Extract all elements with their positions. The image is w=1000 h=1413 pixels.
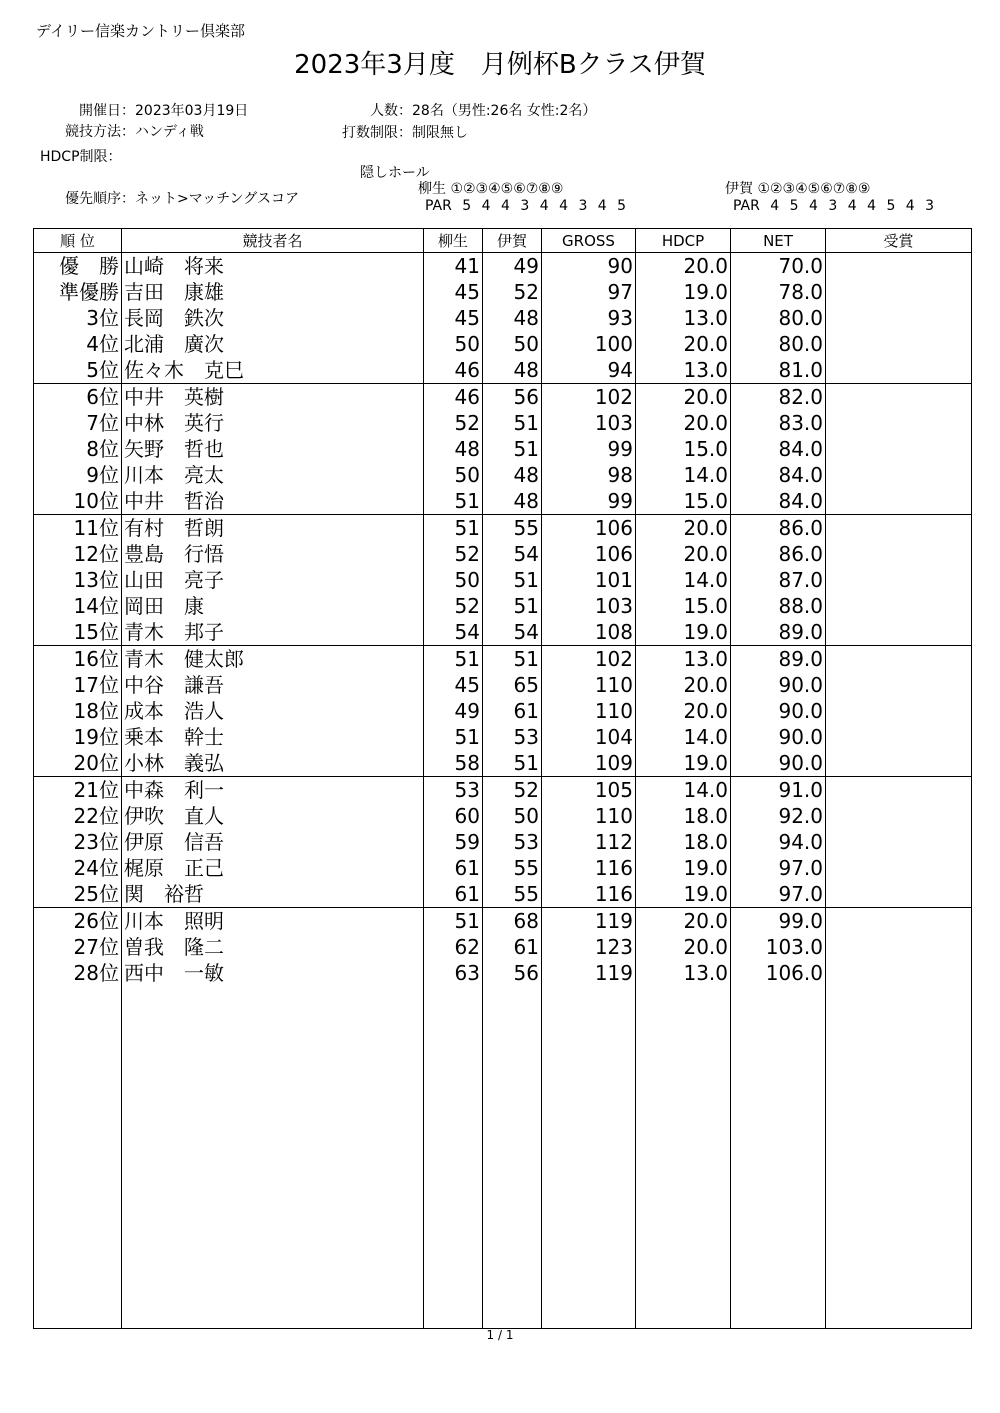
award-cell xyxy=(826,305,972,331)
hdcp-value: 13.0 xyxy=(636,357,731,384)
rank-cell: 7位 xyxy=(34,410,122,436)
empty-cell xyxy=(636,986,731,1329)
hdcp-value: 15.0 xyxy=(636,488,731,515)
hdcp-value: 20.0 xyxy=(636,410,731,436)
table-row xyxy=(34,829,972,855)
rank-cell: 準優勝 xyxy=(34,279,122,305)
table-row xyxy=(34,619,972,646)
course2-score: 56 xyxy=(483,960,542,986)
net-score: 97.0 xyxy=(731,881,826,908)
hdcp-value: 14.0 xyxy=(636,462,731,488)
course1-score: 51 xyxy=(424,724,483,750)
hdcp-value: 18.0 xyxy=(636,803,731,829)
table-row xyxy=(34,305,972,331)
gross-score: 116 xyxy=(542,855,636,881)
course2-score: 55 xyxy=(483,881,542,908)
rank-cell: 27位 xyxy=(34,934,122,960)
header-gross: GROSS xyxy=(542,229,636,253)
name-cell: 有村 哲朗 xyxy=(122,515,424,542)
net-score: 94.0 xyxy=(731,829,826,855)
empty-cell xyxy=(483,986,542,1329)
award-cell xyxy=(826,541,972,567)
course1-score: 45 xyxy=(424,672,483,698)
rank-cell: 8位 xyxy=(34,436,122,462)
gross-score: 108 xyxy=(542,619,636,646)
date-value: 2023年03月19日 xyxy=(135,103,249,119)
net-score: 91.0 xyxy=(731,777,826,804)
gross-score: 110 xyxy=(542,672,636,698)
hdcp-value: 20.0 xyxy=(636,331,731,357)
gross-score: 103 xyxy=(542,593,636,619)
empty-cell xyxy=(731,986,826,1329)
course1-score: 61 xyxy=(424,881,483,908)
header-row xyxy=(34,229,972,253)
name-cell: 山崎 将来 xyxy=(122,253,424,280)
hdcp-value: 20.0 xyxy=(636,908,731,935)
rank-cell: 24位 xyxy=(34,855,122,881)
course2-score: 49 xyxy=(483,253,542,280)
course2-score: 56 xyxy=(483,384,542,411)
net-score: 80.0 xyxy=(731,305,826,331)
award-cell xyxy=(826,881,972,908)
award-cell xyxy=(826,357,972,384)
hdcp-value: 19.0 xyxy=(636,750,731,777)
net-score: 86.0 xyxy=(731,515,826,542)
rank-cell: 14位 xyxy=(34,593,122,619)
award-cell xyxy=(826,279,972,305)
name-cell: 岡田 康 xyxy=(122,593,424,619)
rank-cell: 13位 xyxy=(34,567,122,593)
net-score: 89.0 xyxy=(731,646,826,673)
award-cell xyxy=(826,462,972,488)
priority-value: ネット>マッチングスコア xyxy=(135,191,300,207)
course2-score: 50 xyxy=(483,331,542,357)
rank-cell: 優 勝 xyxy=(34,253,122,280)
course1-score: 51 xyxy=(424,908,483,935)
course1-score: 62 xyxy=(424,934,483,960)
page-number: 1 / 1 xyxy=(486,1328,514,1342)
net-score: 90.0 xyxy=(731,672,826,698)
course2-par: PAR 4 5 4 3 4 4 5 4 3 xyxy=(733,198,935,214)
gross-score: 106 xyxy=(542,541,636,567)
table-row xyxy=(34,253,972,280)
course2-score: 48 xyxy=(483,488,542,515)
net-score: 103.0 xyxy=(731,934,826,960)
gross-score: 97 xyxy=(542,279,636,305)
name-cell: 中井 哲治 xyxy=(122,488,424,515)
rank-cell: 18位 xyxy=(34,698,122,724)
rank-cell: 5位 xyxy=(34,357,122,384)
course1-score: 50 xyxy=(424,462,483,488)
award-cell xyxy=(826,698,972,724)
name-cell: 乗本 幹士 xyxy=(122,724,424,750)
name-cell: 吉田 康雄 xyxy=(122,279,424,305)
table-row xyxy=(34,724,972,750)
table-row xyxy=(34,541,972,567)
course1-score: 48 xyxy=(424,436,483,462)
hdcp-value: 14.0 xyxy=(636,724,731,750)
course2-score: 54 xyxy=(483,541,542,567)
gross-score: 102 xyxy=(542,646,636,673)
people-label: 人数： xyxy=(370,103,412,119)
course1-score: 59 xyxy=(424,829,483,855)
course2-score: 48 xyxy=(483,305,542,331)
club-name: デイリー信楽カントリー倶楽部 xyxy=(36,22,245,40)
hdcp-value: 20.0 xyxy=(636,672,731,698)
gross-score: 102 xyxy=(542,384,636,411)
net-score: 82.0 xyxy=(731,384,826,411)
header-name: 競技者名 xyxy=(122,229,424,253)
rank-cell: 10位 xyxy=(34,488,122,515)
course1-score: 50 xyxy=(424,567,483,593)
course2-score: 48 xyxy=(483,462,542,488)
course2-score: 50 xyxy=(483,803,542,829)
course2-score: 51 xyxy=(483,436,542,462)
net-score: 90.0 xyxy=(731,750,826,777)
hdcp-value: 13.0 xyxy=(636,646,731,673)
gross-score: 123 xyxy=(542,934,636,960)
people-row xyxy=(330,100,596,120)
course1-score: 54 xyxy=(424,619,483,646)
empty-cell xyxy=(34,986,122,1329)
award-cell xyxy=(826,750,972,777)
header-hdcp: HDCP xyxy=(636,229,731,253)
table-row xyxy=(34,960,972,986)
priority-label: 優先順序： xyxy=(65,191,135,207)
award-cell xyxy=(826,410,972,436)
header-net: NET xyxy=(731,229,826,253)
rank-cell: 6位 xyxy=(34,384,122,411)
rank-cell: 17位 xyxy=(34,672,122,698)
award-cell xyxy=(826,567,972,593)
course1-score: 51 xyxy=(424,646,483,673)
priority-row xyxy=(40,188,299,208)
table-row xyxy=(34,515,972,542)
course1-par: PAR 5 4 4 3 4 4 3 4 5 xyxy=(425,198,627,214)
course2-score: 51 xyxy=(483,750,542,777)
hdcp-value: 19.0 xyxy=(636,279,731,305)
award-cell xyxy=(826,777,972,804)
course2-score: 65 xyxy=(483,672,542,698)
course2-score: 61 xyxy=(483,934,542,960)
hdcp-value: 15.0 xyxy=(636,593,731,619)
hdcp-value: 20.0 xyxy=(636,253,731,280)
rank-cell: 11位 xyxy=(34,515,122,542)
gross-score: 99 xyxy=(542,436,636,462)
net-score: 90.0 xyxy=(731,698,826,724)
name-cell: 北浦 廣次 xyxy=(122,331,424,357)
empty-cell xyxy=(122,986,424,1329)
gross-score: 105 xyxy=(542,777,636,804)
hdcp-value: 13.0 xyxy=(636,305,731,331)
gross-score: 116 xyxy=(542,881,636,908)
empty-cell xyxy=(424,986,483,1329)
net-score: 70.0 xyxy=(731,253,826,280)
gross-score: 110 xyxy=(542,698,636,724)
course2-holes: 伊賀 ①②③④⑤⑥⑦⑧⑨ xyxy=(725,181,871,197)
rank-cell: 15位 xyxy=(34,619,122,646)
course2-score: 53 xyxy=(483,724,542,750)
table-row xyxy=(34,279,972,305)
name-cell: 西中 一敏 xyxy=(122,960,424,986)
table-row xyxy=(34,881,972,908)
name-cell: 青木 健太郎 xyxy=(122,646,424,673)
table-row xyxy=(34,698,972,724)
net-score: 86.0 xyxy=(731,541,826,567)
net-score: 92.0 xyxy=(731,803,826,829)
hdcp-value: 20.0 xyxy=(636,384,731,411)
rank-cell: 3位 xyxy=(34,305,122,331)
limit-row xyxy=(318,122,468,142)
gross-score: 94 xyxy=(542,357,636,384)
gross-score: 98 xyxy=(542,462,636,488)
hdcp-value: 15.0 xyxy=(636,436,731,462)
net-score: 84.0 xyxy=(731,436,826,462)
net-score: 89.0 xyxy=(731,619,826,646)
course2-score: 51 xyxy=(483,410,542,436)
empty-cell xyxy=(542,986,636,1329)
name-cell: 山田 亮子 xyxy=(122,567,424,593)
people-value: 28名（男性:26名 女性:2名） xyxy=(412,103,597,119)
rank-cell: 20位 xyxy=(34,750,122,777)
course1-score: 52 xyxy=(424,410,483,436)
course1-score: 63 xyxy=(424,960,483,986)
award-cell xyxy=(826,331,972,357)
course2-score: 55 xyxy=(483,855,542,881)
table-row xyxy=(34,384,972,411)
hdcp-value: 20.0 xyxy=(636,541,731,567)
hdcp-value: 20.0 xyxy=(636,934,731,960)
header-award: 受賞 xyxy=(826,229,972,253)
hdcp-value: 18.0 xyxy=(636,829,731,855)
rank-cell: 28位 xyxy=(34,960,122,986)
award-cell xyxy=(826,960,972,986)
table-row xyxy=(34,357,972,384)
name-cell: 梶原 正己 xyxy=(122,855,424,881)
table-row xyxy=(34,488,972,515)
net-score: 90.0 xyxy=(731,724,826,750)
course2-score: 51 xyxy=(483,646,542,673)
course1-score: 46 xyxy=(424,384,483,411)
award-cell xyxy=(826,253,972,280)
gross-score: 104 xyxy=(542,724,636,750)
name-cell: 中林 英行 xyxy=(122,410,424,436)
net-score: 81.0 xyxy=(731,357,826,384)
gross-score: 106 xyxy=(542,515,636,542)
table-row xyxy=(34,593,972,619)
hdcp-value: 14.0 xyxy=(636,567,731,593)
gross-score: 119 xyxy=(542,908,636,935)
name-cell: 豊島 行悟 xyxy=(122,541,424,567)
net-score: 84.0 xyxy=(731,488,826,515)
net-score: 99.0 xyxy=(731,908,826,935)
table-row xyxy=(34,462,972,488)
award-cell xyxy=(826,908,972,935)
name-cell: 中谷 謙吾 xyxy=(122,672,424,698)
limit-label: 打数制限： xyxy=(342,125,412,141)
gross-score: 101 xyxy=(542,567,636,593)
table-row xyxy=(34,331,972,357)
course1-score: 45 xyxy=(424,305,483,331)
name-cell: 矢野 哲也 xyxy=(122,436,424,462)
net-score: 106.0 xyxy=(731,960,826,986)
course1-score: 50 xyxy=(424,331,483,357)
net-score: 97.0 xyxy=(731,855,826,881)
course1-holes: 柳生 ①②③④⑤⑥⑦⑧⑨ xyxy=(418,181,564,197)
gross-score: 119 xyxy=(542,960,636,986)
net-score: 84.0 xyxy=(731,462,826,488)
course1-score: 58 xyxy=(424,750,483,777)
hdcp-value: 19.0 xyxy=(636,855,731,881)
hdcp-limit-label: HDCP制限： xyxy=(40,149,122,165)
hdcp-value: 13.0 xyxy=(636,960,731,986)
rank-cell: 16位 xyxy=(34,646,122,673)
results-table xyxy=(33,228,972,1329)
course2-score: 55 xyxy=(483,515,542,542)
gross-score: 99 xyxy=(542,488,636,515)
hdcp-value: 20.0 xyxy=(636,515,731,542)
course1-score: 45 xyxy=(424,279,483,305)
course2-score: 61 xyxy=(483,698,542,724)
course1-score: 60 xyxy=(424,803,483,829)
award-cell xyxy=(826,855,972,881)
rank-cell: 19位 xyxy=(34,724,122,750)
method-value: ハンディ戦 xyxy=(135,124,204,140)
name-cell: 中森 利一 xyxy=(122,777,424,804)
hdcp-value: 14.0 xyxy=(636,777,731,804)
name-cell: 伊原 信吾 xyxy=(122,829,424,855)
award-cell xyxy=(826,646,972,673)
table-row xyxy=(34,750,972,777)
hdcp-value: 20.0 xyxy=(636,698,731,724)
course2-score: 52 xyxy=(483,777,542,804)
gross-score: 112 xyxy=(542,829,636,855)
course2-score: 54 xyxy=(483,619,542,646)
table-row xyxy=(34,855,972,881)
gross-score: 110 xyxy=(542,803,636,829)
name-cell: 佐々木 克巳 xyxy=(122,357,424,384)
table-row xyxy=(34,672,972,698)
award-cell xyxy=(826,803,972,829)
course1-score: 51 xyxy=(424,515,483,542)
method-row xyxy=(40,121,204,141)
course1-score: 53 xyxy=(424,777,483,804)
course1-score: 46 xyxy=(424,357,483,384)
award-cell xyxy=(826,724,972,750)
award-cell xyxy=(826,384,972,411)
table-row xyxy=(34,934,972,960)
header-rank: 順 位 xyxy=(34,229,122,253)
name-cell: 伊吹 直人 xyxy=(122,803,424,829)
rank-cell: 9位 xyxy=(34,462,122,488)
rank-cell: 26位 xyxy=(34,908,122,935)
table-row xyxy=(34,410,972,436)
course2-score: 53 xyxy=(483,829,542,855)
name-cell: 小林 義弘 xyxy=(122,750,424,777)
gross-score: 93 xyxy=(542,305,636,331)
course2-score: 48 xyxy=(483,357,542,384)
date-label: 開催日： xyxy=(79,103,135,119)
hdcp-value: 19.0 xyxy=(636,619,731,646)
table-row xyxy=(34,777,972,804)
course1-score: 61 xyxy=(424,855,483,881)
net-score: 88.0 xyxy=(731,593,826,619)
name-cell: 川本 照明 xyxy=(122,908,424,935)
rank-cell: 22位 xyxy=(34,803,122,829)
header-course1: 柳生 xyxy=(424,229,483,253)
name-cell: 成本 浩人 xyxy=(122,698,424,724)
hdcp-value: 19.0 xyxy=(636,881,731,908)
table-row xyxy=(34,908,972,935)
award-cell xyxy=(826,515,972,542)
net-score: 78.0 xyxy=(731,279,826,305)
name-cell: 川本 亮太 xyxy=(122,462,424,488)
hidden-hole-label: 隠しホール xyxy=(360,165,430,181)
course1-score: 49 xyxy=(424,698,483,724)
header-course2: 伊賀 xyxy=(483,229,542,253)
page-title: 2023年3月度 月例杯Bクラス伊賀 xyxy=(294,50,706,80)
award-cell xyxy=(826,934,972,960)
gross-score: 109 xyxy=(542,750,636,777)
name-cell: 関 裕哲 xyxy=(122,881,424,908)
net-score: 80.0 xyxy=(731,331,826,357)
course1-score: 52 xyxy=(424,593,483,619)
award-cell xyxy=(826,829,972,855)
course2-score: 52 xyxy=(483,279,542,305)
name-cell: 青木 邦子 xyxy=(122,619,424,646)
rank-cell: 25位 xyxy=(34,881,122,908)
award-cell xyxy=(826,593,972,619)
table-row xyxy=(34,436,972,462)
gross-score: 100 xyxy=(542,331,636,357)
table-row xyxy=(34,803,972,829)
award-cell xyxy=(826,488,972,515)
rank-cell: 23位 xyxy=(34,829,122,855)
table-row xyxy=(34,646,972,673)
course1-score: 41 xyxy=(424,253,483,280)
empty-cell xyxy=(826,986,972,1329)
award-cell xyxy=(826,436,972,462)
gross-score: 90 xyxy=(542,253,636,280)
method-label: 競技方法： xyxy=(65,124,135,140)
date-row xyxy=(40,100,248,120)
limit-value: 制限無し xyxy=(412,125,468,141)
rank-cell: 21位 xyxy=(34,777,122,804)
course2-score: 51 xyxy=(483,593,542,619)
net-score: 87.0 xyxy=(731,567,826,593)
course1-score: 51 xyxy=(424,488,483,515)
net-score: 83.0 xyxy=(731,410,826,436)
name-cell: 中井 英樹 xyxy=(122,384,424,411)
table-row xyxy=(34,567,972,593)
name-cell: 長岡 鉄次 xyxy=(122,305,424,331)
name-cell: 曽我 隆二 xyxy=(122,934,424,960)
gross-score: 103 xyxy=(542,410,636,436)
award-cell xyxy=(826,672,972,698)
rank-cell: 4位 xyxy=(34,331,122,357)
course1-score: 52 xyxy=(424,541,483,567)
rank-cell: 12位 xyxy=(34,541,122,567)
empty-filler-row xyxy=(34,986,972,1329)
course2-score: 68 xyxy=(483,908,542,935)
course2-score: 51 xyxy=(483,567,542,593)
award-cell xyxy=(826,619,972,646)
